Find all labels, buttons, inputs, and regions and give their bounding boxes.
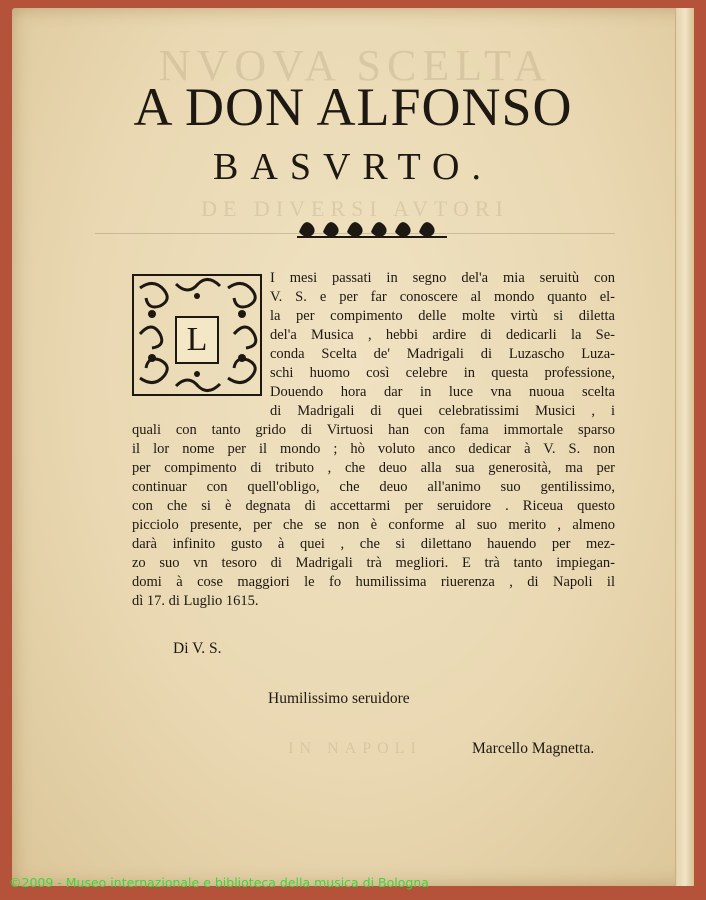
body-line-3: la per compimento delle molte virtù si diletta [270, 308, 615, 324]
fleuron-ornament-icon [293, 210, 453, 244]
dedication-title: A DON ALFONSO [133, 77, 573, 137]
body-line-12: continuar con quell'obligo, che deuo all'animo suo gentilissimo, [132, 479, 615, 495]
drop-cap-letter: L [175, 316, 219, 364]
body-line-2: V. S. e per far conoscere al mondo quanto el- [270, 289, 615, 305]
body-line-16: zo suo vn tesoro di Madrigali trà megliori. E trà tanto impiegan- [132, 555, 615, 571]
body-line-5: conda Scelta de' Madrigali di Luzascho Luza- [270, 346, 615, 362]
page-edge [675, 8, 694, 886]
body-line-17: domi à cose maggiori le fo humilissima riuerenza , di Napoli il [132, 574, 615, 590]
body-line-7: Douendo hora dar in luce vna nuoua scelta [270, 384, 615, 400]
body-line-1: I mesi passati in segno del'a mia seruitù con [270, 270, 615, 286]
body-line-14: picciolo presente, per che se non è conforme al suo merito , almeno [132, 517, 615, 533]
copyright-watermark: ©2009 - Museo internazionale e biblioteca della musica di Bologna [9, 875, 429, 890]
body-line-13: con che si è degnata di accettarmi per seruidore . Riceua questo [132, 498, 615, 514]
signature: Marcello Magnetta. [472, 740, 595, 757]
dedication-subtitle: BASVRTO. [213, 146, 493, 188]
body-line-8: di Madrigali di quei celebratissimi Musici , i [270, 403, 615, 419]
body-line-10: il lor nome per il mondo ; hò voluto anco dedicar à V. S. non [132, 441, 615, 457]
body-line-18: dì 17. di Luglio 1615. [132, 593, 259, 609]
body-line-11: per compimento di tributo , che deuo alla sua generosità, ma per [132, 460, 615, 476]
body-line-4: del'a Musica , hebbi ardire di dedicarli la Se- [270, 327, 615, 343]
salutation: Di V. S. [173, 640, 222, 657]
body-line-15: darà infinito gusto à quei , che si dilettano hauendo per mez- [132, 536, 615, 552]
body-line-6: schi huomo così celebre in questa professione, [270, 365, 615, 381]
closing-phrase: Humilissimo seruidore [268, 690, 410, 707]
body-line-9: quali con tanto grido di Virtuosi han con fama immortale sparso [132, 422, 615, 438]
